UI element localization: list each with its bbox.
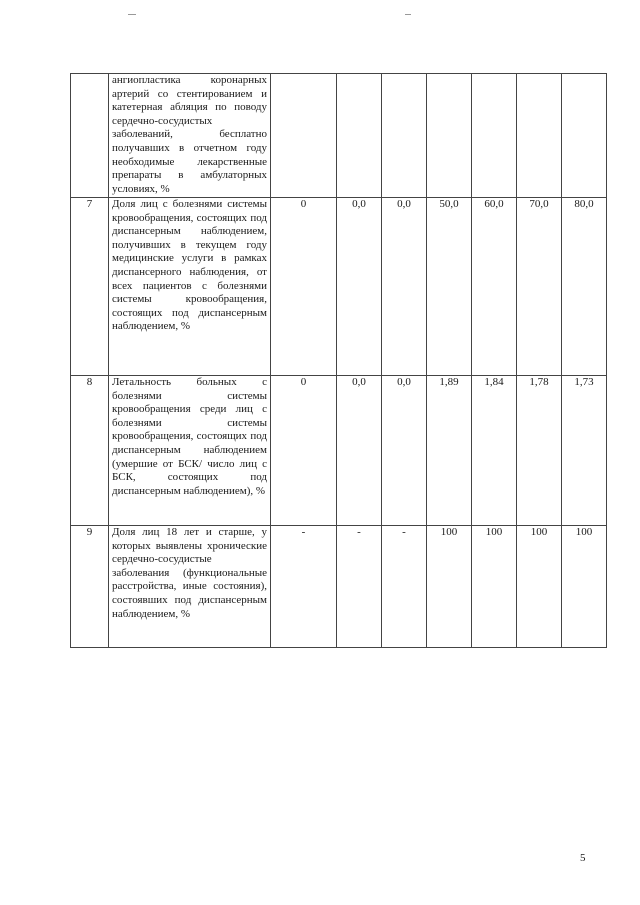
value-cell [562, 74, 607, 198]
indicator-description: Доля лиц с болезнями системы кровообращения, состоящих под диспансерным наблюдением, получивших в текущем году медицинские услуги в рамках диспансерного наблюдения, от всех пациентов с болезнями системы кровообращения, состоящих под диспансерным наблюдением, % [109, 198, 271, 376]
value-cell: 1,73 [562, 376, 607, 526]
value-cell: - [337, 526, 382, 648]
value-cell: 100 [472, 526, 517, 648]
row-number: 7 [71, 198, 109, 376]
value-cell: 100 [517, 526, 562, 648]
value-cell [517, 74, 562, 198]
value-cell [382, 74, 427, 198]
value-cell: 0 [271, 198, 337, 376]
indicators-table [70, 73, 607, 648]
row-number: 9 [71, 526, 109, 648]
value-cell: 1,84 [472, 376, 517, 526]
indicator-description: Доля лиц 18 лет и старше, у которых выявлены хронические сердечно-сосудистые заболевания (функциональные расстройства, иные состояния), состоявших под диспансерным наблюдением, % [109, 526, 271, 648]
value-cell: - [271, 526, 337, 648]
value-cell [337, 74, 382, 198]
scan-speck [128, 14, 136, 15]
scan-speck [405, 14, 411, 15]
page-number: 5 [580, 852, 586, 864]
table-row [71, 376, 607, 526]
indicator-description: ангиопластика коронарных артерий со стентированием и катетерная абляция по поводу сердечно-сосудистых заболеваний, бесплатно получавших в отчетном году необходимые лекарственные препараты в амбулаторных условиях, % [109, 74, 271, 198]
value-cell: - [382, 526, 427, 648]
value-cell: 0,0 [337, 376, 382, 526]
value-cell: 60,0 [472, 198, 517, 376]
value-cell [427, 74, 472, 198]
table-row [71, 74, 607, 198]
row-number [71, 74, 109, 198]
row-number: 8 [71, 376, 109, 526]
value-cell [271, 74, 337, 198]
value-cell [472, 74, 517, 198]
table-row [71, 198, 607, 376]
value-cell: 0,0 [382, 376, 427, 526]
value-cell: 100 [427, 526, 472, 648]
value-cell: 0 [271, 376, 337, 526]
value-cell: 80,0 [562, 198, 607, 376]
value-cell: 50,0 [427, 198, 472, 376]
value-cell: 1,78 [517, 376, 562, 526]
value-cell: 70,0 [517, 198, 562, 376]
table-row [71, 526, 607, 648]
value-cell: 1,89 [427, 376, 472, 526]
value-cell: 0,0 [382, 198, 427, 376]
value-cell: 100 [562, 526, 607, 648]
value-cell: 0,0 [337, 198, 382, 376]
indicator-description: Летальность больных с болезнями системы кровообращения среди лиц с болезнями системы кровообращения, состоящих под диспансерным наблюдением (умершие от БСК/ число лиц с БСК, состоящих под диспансерным наблюдением), % [109, 376, 271, 526]
